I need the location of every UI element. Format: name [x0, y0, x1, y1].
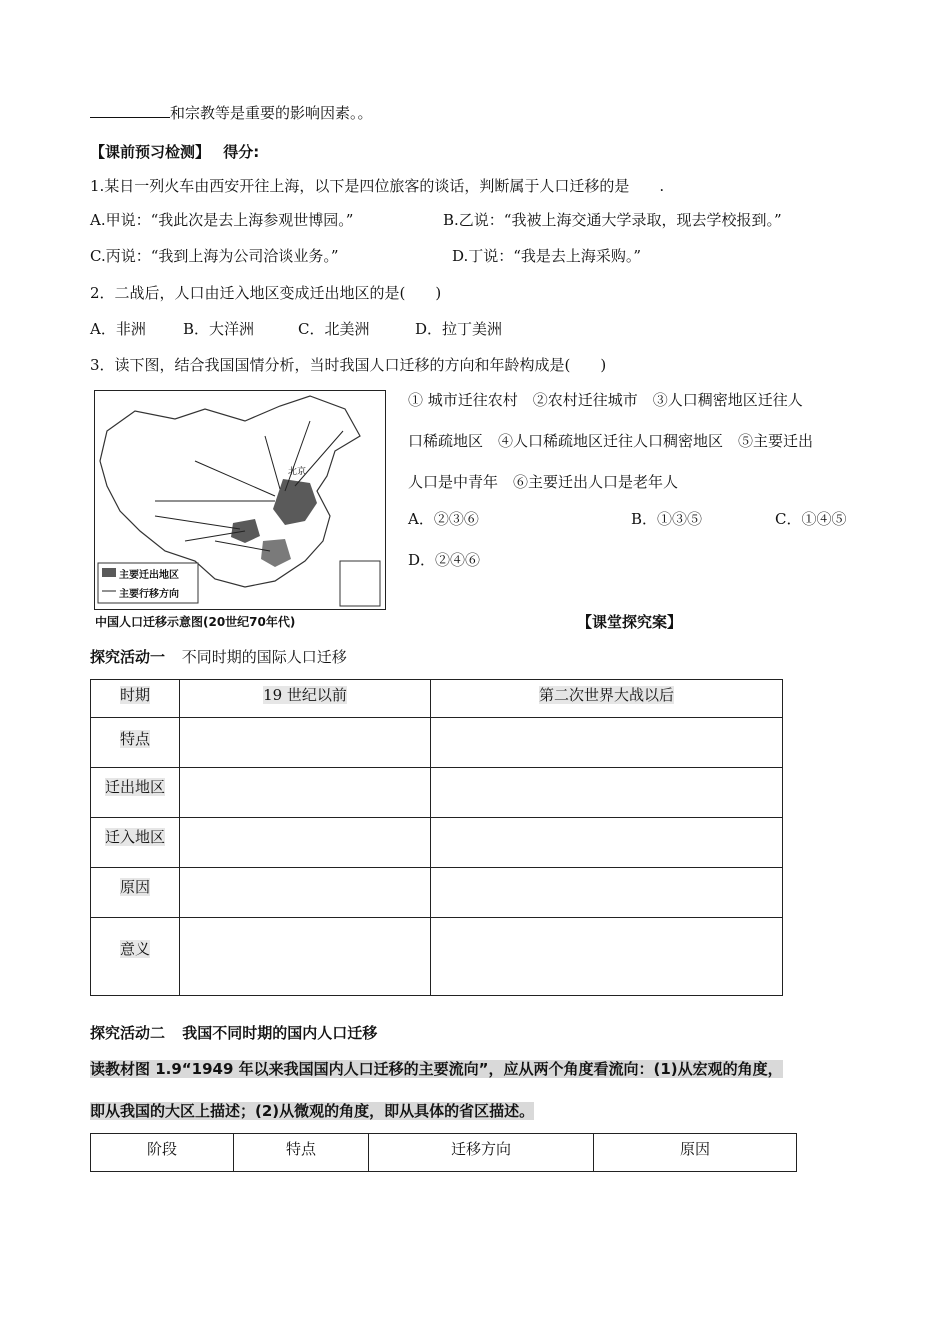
table-row	[91, 918, 783, 996]
activity2-table	[90, 1133, 797, 1172]
read-line2-text: 即从我国的大区上描述；(2)从微观的角度，即从具体的省区描述。	[90, 1102, 535, 1120]
activity2-read-line2	[90, 1100, 534, 1122]
header-before-19c	[180, 680, 431, 718]
table-row	[91, 768, 783, 818]
q1-option-a: A.甲说：“我此次是去上海参观世博园。”	[90, 211, 354, 229]
answer-cell[interactable]	[431, 818, 783, 868]
intro-line	[90, 102, 373, 124]
q3-option-b: B．①③⑤	[631, 510, 703, 528]
region-sichuan	[231, 519, 260, 543]
row-label-text: 迁入地区	[104, 828, 165, 846]
class-section-title: 【课堂探究案】	[577, 613, 683, 631]
legend-out-swatch	[102, 568, 116, 577]
q2-option-a: A．非洲	[90, 320, 146, 338]
answer-cell[interactable]	[180, 918, 431, 996]
read-line1-text: 读教材图 1.9“1949 年以来我国国内人口迁移的主要流向”，应从两个角度看流向：(1)从宏观的角度，	[90, 1060, 783, 1078]
legend-direction-label: 主要行移方向	[119, 589, 179, 600]
q1-stem	[90, 175, 664, 197]
row-label-text: 意义	[119, 940, 150, 958]
country-outline	[100, 396, 360, 587]
table-row	[91, 868, 783, 918]
answer-cell[interactable]	[180, 768, 431, 818]
activity2-read-line1	[90, 1058, 783, 1080]
header-period	[91, 680, 180, 718]
row-label-text: 特点	[119, 730, 150, 748]
q1-option-d: D.丁说：“我是去上海采购。”	[452, 247, 642, 265]
q1-option-b: B.乙说：“我被上海交通大学录取，现去学校报到。”	[443, 211, 782, 229]
q1-dot: .	[659, 177, 665, 195]
answer-cell[interactable]	[180, 868, 431, 918]
row-label-reason	[91, 868, 180, 918]
q3-option-c: C．①④⑤	[775, 510, 847, 528]
q3-option-a: A．②③⑥	[408, 510, 479, 528]
q3-options-line1: ① 城市迁往农村 ②农村迁往城市 ③人口稠密地区迁往人	[408, 391, 803, 409]
activity1-heading	[90, 646, 347, 668]
row-label-in-region	[91, 818, 180, 868]
q2-option-b: B．大洋洲	[183, 320, 255, 338]
answer-cell[interactable]	[180, 818, 431, 868]
answer-cell[interactable]	[180, 718, 431, 768]
activity2-title: 探究活动二	[90, 1024, 166, 1042]
answer-cell[interactable]	[431, 868, 783, 918]
header-feature: 特点	[234, 1134, 369, 1172]
migration-map	[94, 390, 386, 610]
map-caption: 中国人口迁移示意图(20世纪70年代)	[95, 615, 296, 629]
legend-out-label: 主要迁出地区	[119, 570, 179, 581]
table-row	[91, 1134, 797, 1172]
beijing-label: 北京	[288, 467, 307, 477]
table-row	[91, 680, 783, 718]
answer-cell[interactable]	[431, 718, 783, 768]
table-row	[91, 718, 783, 768]
table-row	[91, 818, 783, 868]
row-label-out-region	[91, 768, 180, 818]
q2-option-c: C．北美洲	[298, 320, 370, 338]
row-label-text: 迁出地区	[104, 778, 165, 796]
answer-cell[interactable]	[431, 918, 783, 996]
q1-option-c: C.丙说：“我到上海为公司洽谈业务。”	[90, 247, 339, 265]
q3-stem: 3．读下图，结合我国国情分析，当时我国人口迁移的方向和年龄构成是( )	[90, 356, 607, 374]
header-after-ww2	[431, 680, 783, 718]
south-sea-inset	[340, 561, 380, 606]
header-period-text: 时期	[119, 686, 150, 704]
q3-options-line3: 人口是中青年 ⑥主要迁出人口是老年人	[408, 473, 679, 491]
activity1-subtitle: 不同时期的国际人口迁移	[181, 648, 347, 666]
q1-stem-text: 1.某日一列火车由西安开往上海，以下是四位旅客的谈话，判断属于人口迁移的是	[90, 177, 630, 195]
activity2-heading	[90, 1022, 377, 1044]
header-reason: 原因	[594, 1134, 797, 1172]
activity1-table	[90, 679, 783, 996]
row-label-feature	[91, 718, 180, 768]
row-label-text: 原因	[119, 878, 150, 896]
activity2-subtitle: 我国不同时期的国内人口迁移	[182, 1024, 378, 1042]
preview-test-heading	[90, 141, 259, 163]
fill-blank[interactable]	[90, 103, 170, 118]
q2-option-d: D．拉丁美洲	[415, 320, 503, 338]
intro-text: 和宗教等是重要的影响因素。。	[170, 104, 373, 122]
header-after-ww2-text: 第二次世界大战以后	[538, 686, 674, 704]
header-direction: 迁移方向	[369, 1134, 594, 1172]
row-label-significance	[91, 918, 180, 996]
header-before-19c-text: 19 世纪以前	[263, 686, 347, 704]
header-stage: 阶段	[91, 1134, 234, 1172]
q3-option-d: D．②④⑥	[408, 551, 481, 569]
answer-cell[interactable]	[431, 768, 783, 818]
q3-options-line2: 口稀疏地区 ④人口稀疏地区迁往人口稠密地区 ⑤主要迁出	[408, 432, 814, 450]
activity1-title: 探究活动一	[90, 648, 166, 666]
q2-stem: 2．二战后，人口由迁入地区变成迁出地区的是( )	[90, 284, 442, 302]
score-label: 得分:	[223, 143, 260, 161]
preview-test-title: 【课前预习检测】	[90, 143, 211, 161]
region-hunan	[261, 539, 291, 567]
